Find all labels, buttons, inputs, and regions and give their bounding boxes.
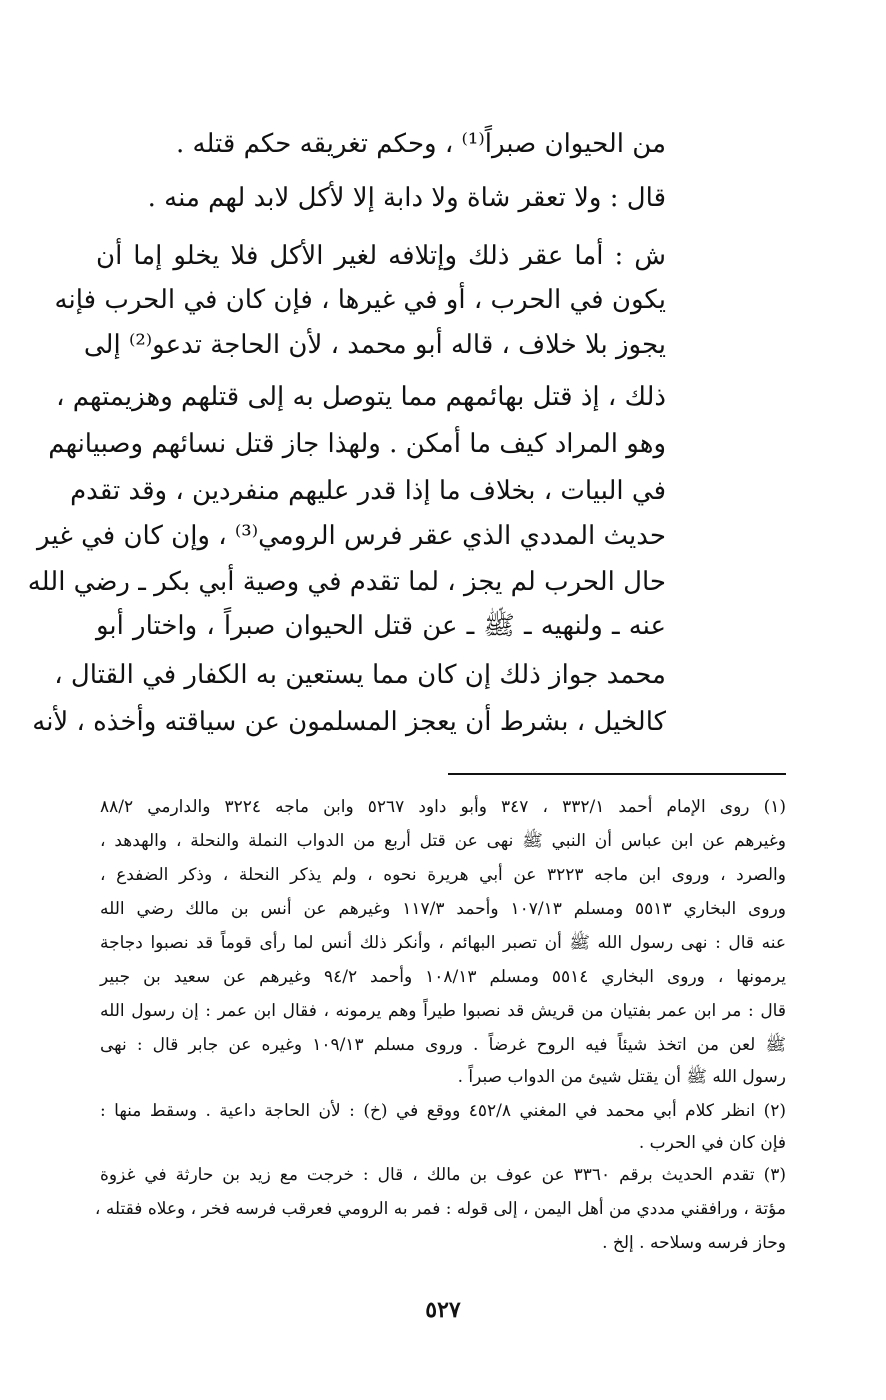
footnote-line-1: (١) روى الإمام أحمد ٣٣٢/١ ، ٣٤٧ وأبو داود ٥٢٦٧ وابن ماجه ٣٢٢٤ والدارمي ٨٨/٢ (100, 797, 786, 817)
footnote-line-11: فإن كان في الحرب . (638, 1133, 786, 1153)
footnote-line-5: عنه قال : نهى رسول الله ﷺ أن تصبر البهائم ، وأنكر ذلك أنس لما رأى قوماً قد نصبوا دجاجة (100, 933, 786, 953)
footnote-separator (448, 773, 786, 775)
main-line-4: يكون في الحرب ، أو في غيرها ، فإن كان في الحرب فإنه (54, 285, 666, 315)
footnote-line-10: (٢) انظر كلام أبي محمد في المغني ٤٥٢/٨ ووقع في (خ) : لأن الحاجة داعية . وسقط منها : (100, 1101, 786, 1121)
footnote-line-9: رسول الله ﷺ أن يقتل شيئ من الدواب صبراً . (457, 1067, 786, 1087)
main-line-9: حديث المددي الذي عقر فرس الرومي⁽³⁾ ، وإن كان في غير (37, 521, 666, 551)
footnote-line-13: مؤتة ، ورافقني مددي من أهل اليمن ، إلى قوله : فمر به الرومي فعرقب فرسه فخر ، وعلاه فقتله ، (94, 1199, 786, 1219)
main-line-3: ش : أما عقر ذلك وإتلافه لغير الأكل فلا يخلو إما أن (96, 241, 666, 271)
footnote-line-14: وحاز فرسه وسلاحه . إلخ . (602, 1233, 786, 1253)
footnote-line-7: قال : مر ابن عمر بفتيان من قريش قد نصبوا طيراً وهم يرمونه ، فقال ابن عمر : إن رسول الله (100, 1001, 786, 1021)
footnote-line-2: وغيرهم عن ابن عباس أن النبي ﷺ نهى عن قتل أربع من الدواب النملة والنحلة ، والهدهد ، (100, 831, 786, 851)
main-text (27, 0, 666, 1400)
footnote-line-8: ﷺ لعن من اتخذ شيئاً فيه الروح غرضاً . وروى مسلم ١٠٩/١٣ وغيره عن جابر قال : نهى (100, 1035, 786, 1055)
footnote-line-3: والصرد ، وروى ابن ماجه ٣٢٢٣ عن أبي هريرة نحوه ، ولم يذكر النحلة ، وذكر الضفدع ، (100, 865, 786, 885)
footnote-line-12: (٣) تقدم الحديث برقم ٣٣٦٠ عن عوف بن مالك ، قال : خرجت مع زيد بن حارثة في غزوة (100, 1165, 786, 1185)
page-number: ٥٢٧ (425, 1297, 461, 1323)
main-line-11: عنه ـ ولنهيه ـ ﷺ ـ عن قتل الحيوان صبراً ، واختار أبو (96, 611, 666, 641)
main-line-13: كالخيل ، بشرط أن يعجز المسلمون عن سياقته وأخذه ، لأنه (32, 707, 666, 737)
main-line-7: وهو المراد كيف ما أمكن . ولهذا جاز قتل نسائهم وصبيانهم (48, 429, 666, 459)
main-line-12: محمد جواز ذلك إن كان مما يستعين به الكفار في القتال ، (54, 660, 666, 690)
main-line-10: حال الحرب لم يجز ، لما تقدم في وصية أبي بكر ـ رضي الله (27, 567, 666, 597)
main-line-6: ذلك ، إذ قتل بهائمهم مما يتوصل به إلى قتلهم وهزيمتهم ، (56, 382, 666, 412)
footnote-line-6: يرمونها ، وروى البخاري ٥٥١٤ ومسلم ١٠٨/١٣ وأحمد ٩٤/٢ وغيرهم عن سعيد بن جبير (100, 967, 786, 987)
footnote-line-4: وروى البخاري ٥٥١٣ ومسلم ١٠٧/١٣ وأحمد ١١٧/٣ وغيرهم عن أنس بن مالك رضي الله (100, 899, 786, 919)
main-line-1: من الحيوان صبراً⁽¹⁾ ، وحكم تغريقه حكم قتله . (175, 129, 666, 159)
main-line-5: يجوز بلا خلاف ، قاله أبو محمد ، لأن الحاجة تدعو⁽²⁾ إلى (83, 330, 666, 360)
main-line-8: في البيات ، بخلاف ما إذا قدر عليهم منفردين ، وقد تقدم (70, 476, 666, 506)
main-line-2: قال : ولا تعقر شاة ولا دابة إلا لأكل لابد لهم منه . (147, 183, 666, 213)
